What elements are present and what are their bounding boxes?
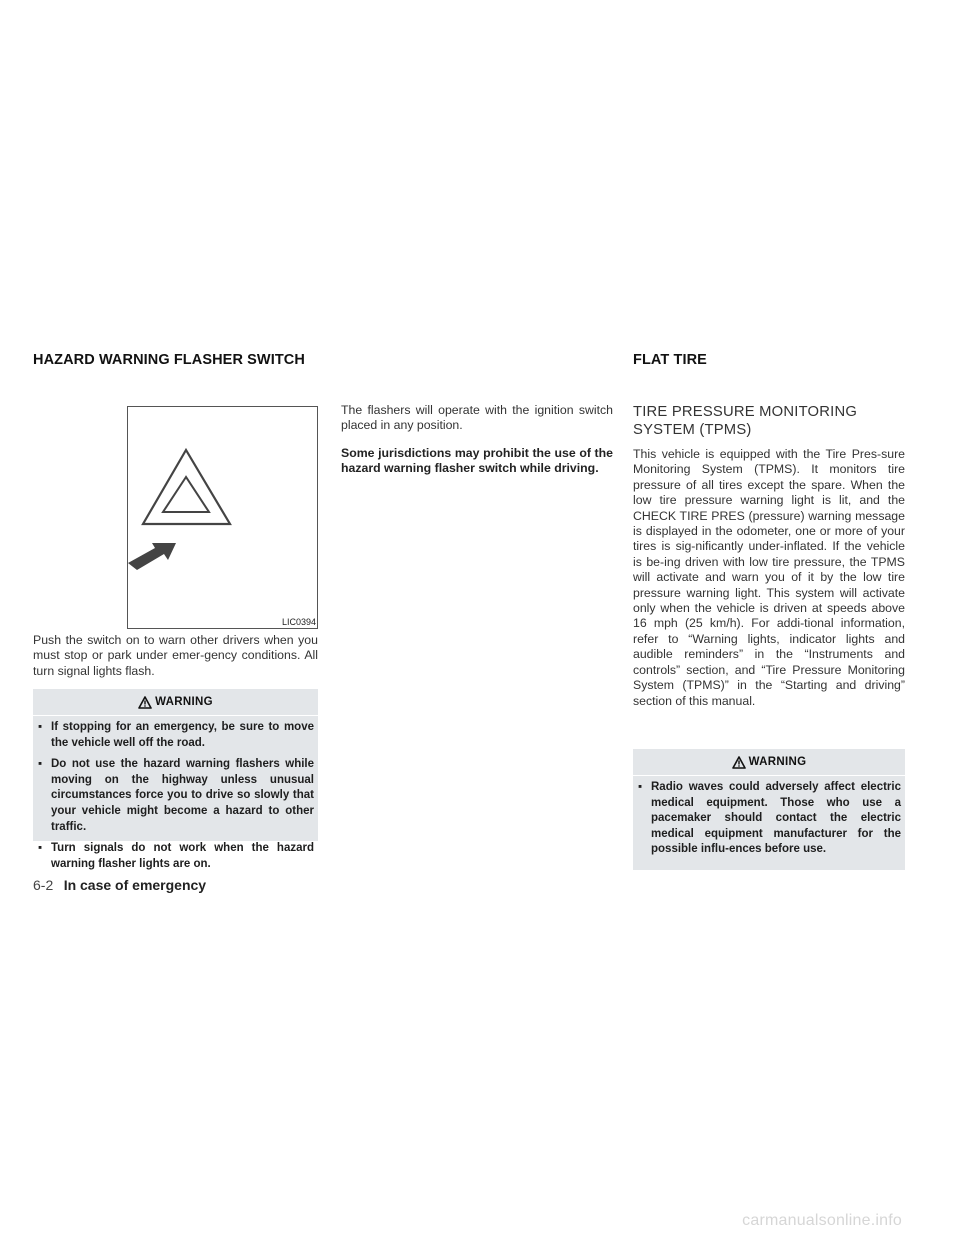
warning-title: WARNING: [155, 696, 213, 708]
section-heading-hazard: HAZARD WARNING FLASHER SWITCH: [33, 352, 305, 368]
warning-header: [633, 749, 905, 775]
right-warning-box: [633, 749, 905, 870]
warning-list: [33, 715, 318, 882]
left-paragraph: Push the switch on to warn other drivers when you must stop or park under emer-gency conditions. All turn signal lights flash.: [33, 633, 318, 678]
warning-list: [633, 775, 905, 868]
tpms-paragraph: This vehicle is equipped with the Tire Pres-sure Monitoring System (TPMS). It monitors tire pressure of all tires except the spare. When the low tire pressure warning light is lit, and the CHECK TIRE PRES (pressure) warning message is displayed in the odometer, one or more of your tires is sig-nificantly under-inflated. If the vehicle is be-ing driven with low tire pressure, the TPMS will activate and warn you of it by the low tire pressure warning light. This system will activate only when the vehicle is driven at speeds above 16 mph (25 km/h). For addi-tional information, refer to “Warning lights, indicator lights and audible reminders” in the “Instruments and controls” section, and “Tire Pressure Monitoring System (TPMS)” in the “Starting and driving” section of this manual.: [633, 447, 905, 708]
watermark: carmanualsonline.info: [742, 1212, 902, 1229]
hazard-switch-figure: [127, 406, 318, 629]
bullet: ▪: [638, 781, 643, 793]
warning-item-text: Turn signals do not work when the hazard warning flasher lights are on.: [51, 842, 314, 870]
figure-label: LIC0394: [281, 617, 316, 627]
hazard-triangle-icon: [128, 407, 317, 628]
page-footer: [33, 877, 206, 895]
warning-item-text: If stopping for an emergency, be sure to move the vehicle well off the road.: [51, 721, 314, 749]
list-item: [633, 780, 901, 858]
left-warning-box: [33, 689, 318, 870]
tpms-subheading: TIRE PRESSURE MONITORING SYSTEM (TPMS): [633, 404, 858, 438]
section-heading-flat-tire: FLAT TIRE: [633, 352, 707, 368]
list-item: [33, 720, 314, 751]
warning-header: [33, 689, 318, 715]
bullet: ▪: [38, 758, 43, 771]
warning-item-text: Do not use the hazard warning flashers while moving on the highway unless unusual circumstances force you to drive so slowly that your vehicle might become a hazard to other traffic.: [51, 758, 314, 833]
warning-title: WARNING: [748, 756, 807, 768]
bullet: ▪: [38, 842, 43, 855]
warning-triangle-icon: [732, 756, 746, 769]
warning-item-text: Radio waves could adversely affect electric medical equipment. Those who use a pacemaker should contact the electric medical equipment manufacturer for the possible influ-ences before use.: [651, 781, 901, 856]
list-item: [33, 841, 314, 872]
page-number: 6-2: [33, 877, 54, 893]
middle-paragraph: The flashers will operate with the ignition switch placed in any position.: [341, 403, 613, 433]
footer-section-title: In case of emergency: [63, 877, 207, 893]
bullet: ▪: [38, 721, 43, 733]
middle-bold-paragraph: Some jurisdictions may prohibit the use of the hazard warning flasher switch while driving.: [341, 446, 613, 476]
list-item: [33, 757, 314, 835]
warning-triangle-icon: [138, 696, 152, 709]
